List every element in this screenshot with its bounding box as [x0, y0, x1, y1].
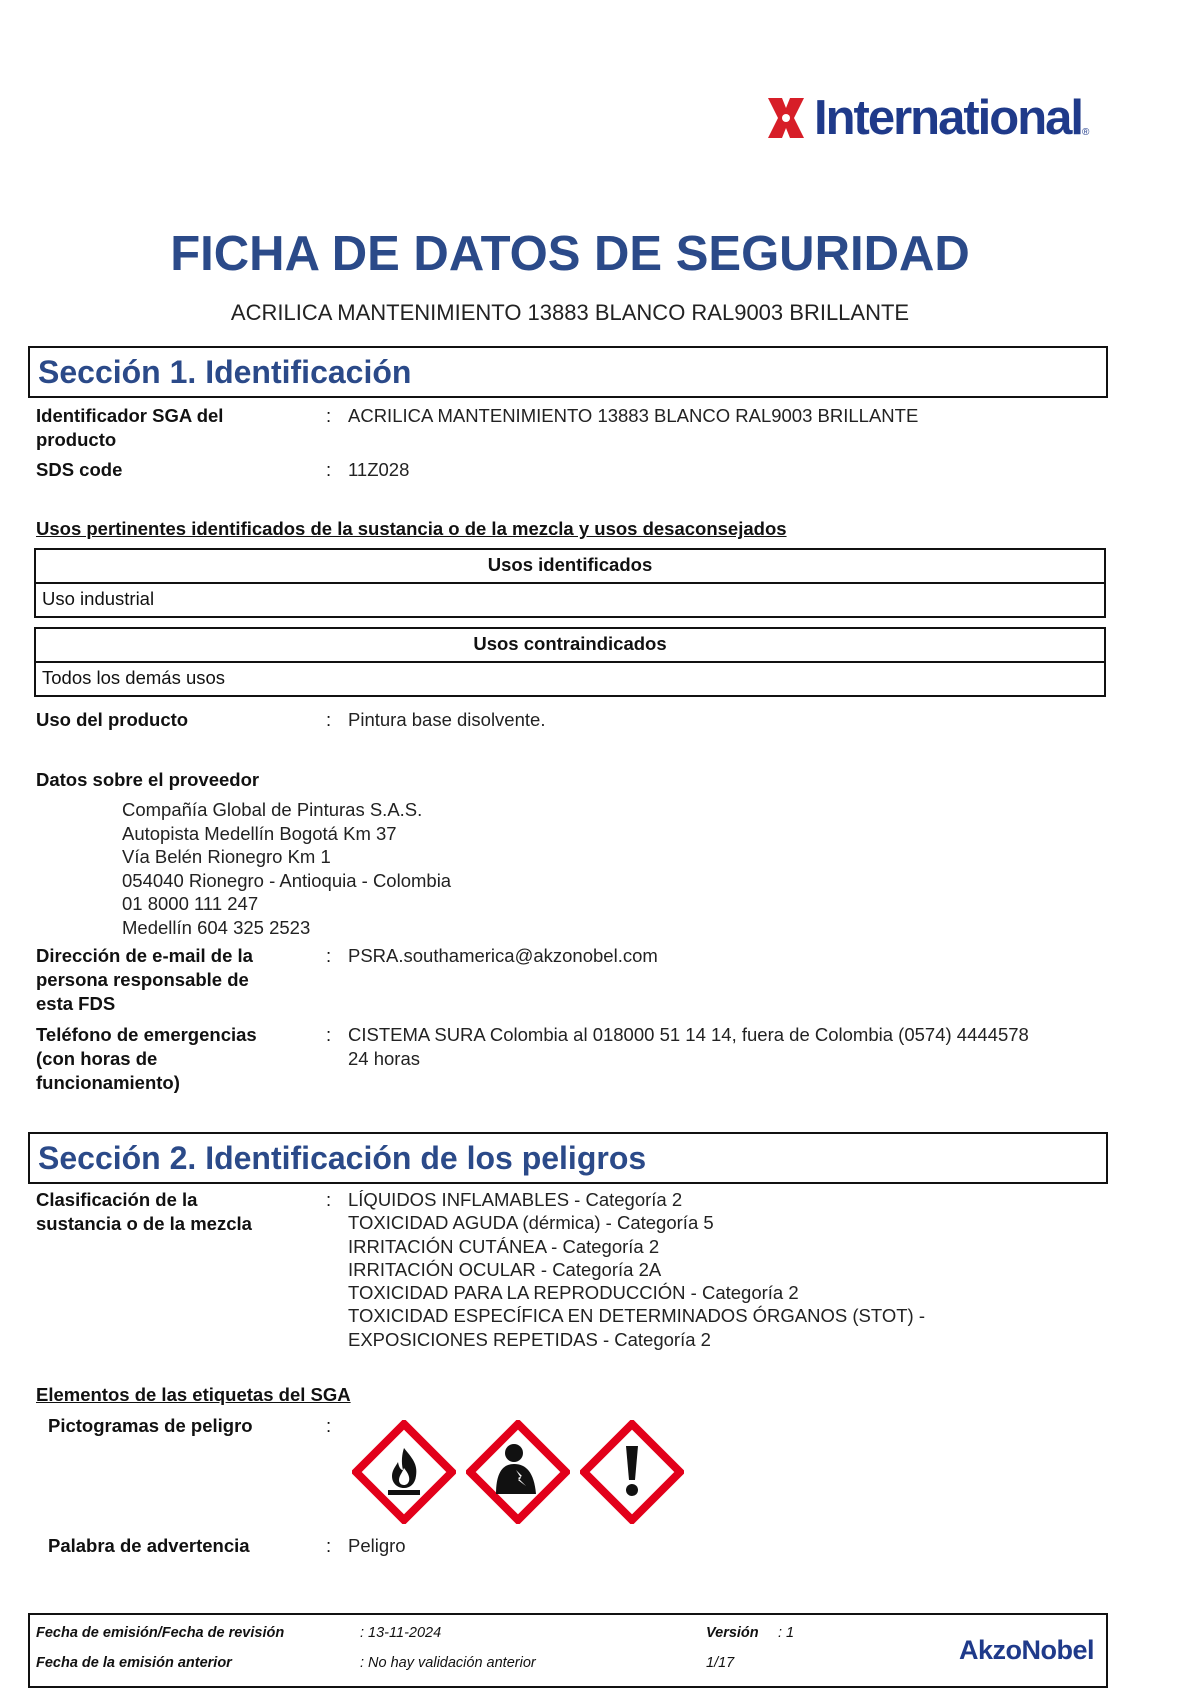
health-hazard-icon — [466, 1420, 570, 1524]
colon: : — [326, 709, 332, 730]
identified-uses-row — [34, 582, 1106, 618]
ghs-identifier-label: Identificador SGA del producto — [36, 405, 224, 450]
signal-word-label: Palabra de advertencia — [48, 1535, 250, 1556]
colon: : — [326, 1535, 332, 1556]
section-1-title: Sección 1. Identificación — [38, 354, 412, 390]
classification-item: EXPOSICIONES REPETIDAS - Categoría 2 — [348, 1328, 711, 1350]
identified-uses-header — [34, 548, 1106, 584]
flame-icon — [352, 1420, 456, 1524]
page-footer — [28, 1613, 1108, 1688]
issue-date-label: Fecha de emisión/Fecha de revisión — [36, 1625, 285, 1641]
product-use-value: Pintura base disolvente. — [348, 709, 546, 730]
version-label: Versión — [706, 1625, 759, 1641]
section-1-header — [28, 346, 1108, 398]
section-2-header — [28, 1132, 1108, 1184]
exclamation-icon — [580, 1420, 684, 1524]
identified-uses-value: Uso industrial — [42, 588, 155, 609]
supplier-line: Autopista Medellín Bogotá Km 37 — [122, 822, 397, 844]
previous-date-label: Fecha de la emisión anterior — [36, 1655, 232, 1671]
supplier-line: Medellín 604 325 2523 — [122, 916, 311, 938]
issue-date-value: : 13-11-2024 — [360, 1625, 442, 1641]
contra-uses-header — [34, 627, 1106, 663]
identified-uses-header-text: Usos identificados — [487, 554, 653, 575]
version-value: : 1 — [778, 1625, 795, 1641]
supplier-line: 01 8000 111 247 — [122, 893, 259, 914]
emergency-value — [348, 1023, 1029, 1071]
sds-code-label: SDS code — [36, 459, 123, 480]
supplier-address — [122, 798, 451, 939]
supplier-line: 054040 Rionegro - Antioquia - Colombia — [122, 869, 452, 891]
section-2-title: Sección 2. Identificación de los peligros — [38, 1140, 647, 1176]
classification-item: IRRITACIÓN CUTÁNEA - Categoría 2 — [348, 1235, 660, 1257]
colon: : — [326, 1415, 332, 1436]
emergency-label: Teléfono de emergencias (con horas de funcionamiento) — [36, 1024, 257, 1093]
akzonobel-logo: AkzoNobel — [958, 1635, 1094, 1665]
previous-date-value: : No hay validación anterior — [360, 1655, 536, 1671]
supplier-line: Compañía Global de Pinturas S.A.S. — [122, 799, 423, 820]
classification-item: LÍQUIDOS INFLAMABLES - Categoría 2 — [348, 1189, 683, 1210]
product-name: ACRILICA MANTENIMIENTO 13883 BLANCO RAL9003 BRILLANTE — [230, 300, 910, 325]
classification-item: TOXICIDAD AGUDA (dérmica) - Categoría 5 — [348, 1212, 714, 1234]
emergency-line: 24 horas — [348, 1048, 420, 1069]
logo-text: International — [814, 91, 1083, 145]
email-value[interactable]: PSRA.southamerica@akzonobel.com — [348, 945, 658, 966]
page-number: 1/17 — [706, 1655, 735, 1671]
classification-label: Clasificación de la sustancia o de la mezcla — [36, 1189, 252, 1234]
sds-code-value: 11Z028 — [348, 459, 410, 480]
colon: : — [326, 405, 332, 426]
colon: : — [326, 459, 332, 480]
uses-heading: Usos pertinentes identificados de la sustancia o de la mezcla y usos desaconsejados — [36, 518, 787, 539]
signal-word-value: Peligro — [348, 1535, 406, 1556]
international-logo — [762, 88, 1089, 148]
classification-item: TOXICIDAD PARA LA REPRODUCCIÓN - Categoría 2 — [348, 1282, 799, 1304]
registered-mark: ® — [1082, 127, 1090, 138]
supplier-heading: Datos sobre el proveedor — [36, 769, 260, 790]
colon: : — [326, 1189, 332, 1210]
cross-logo-icon — [762, 94, 810, 142]
emergency-line: CISTEMA SURA Colombia al 018000 51 14 14, fuera de Colombia (0574) 4444578 — [348, 1024, 1029, 1045]
contra-uses-value: Todos los demás usos — [42, 667, 226, 688]
classification-item: IRRITACIÓN OCULAR - Categoría 2A — [348, 1258, 662, 1280]
product-use-label: Uso del producto — [36, 709, 189, 730]
classification-item: TOXICIDAD ESPECÍFICA EN DETERMINADOS ÓRGANOS (STOT) - — [348, 1305, 925, 1327]
classification-list — [348, 1188, 925, 1351]
contra-uses-row — [34, 661, 1106, 697]
contra-uses-header-text: Usos contraindicados — [473, 633, 667, 654]
email-label: Dirección de e-mail de la persona responsable de esta FDS — [36, 945, 253, 1014]
colon: : — [326, 945, 332, 966]
colon: : — [326, 1024, 332, 1045]
label-elements-heading: Elementos de las etiquetas del SGA — [36, 1384, 351, 1405]
pictograms-label: Pictogramas de peligro — [48, 1415, 253, 1436]
ghs-identifier-value: ACRILICA MANTENIMIENTO 13883 BLANCO RAL9003 BRILLANTE — [348, 405, 919, 426]
supplier-line: Vía Belén Rionegro Km 1 — [122, 846, 331, 867]
document-title: FICHA DE DATOS DE SEGURIDAD — [170, 227, 970, 281]
